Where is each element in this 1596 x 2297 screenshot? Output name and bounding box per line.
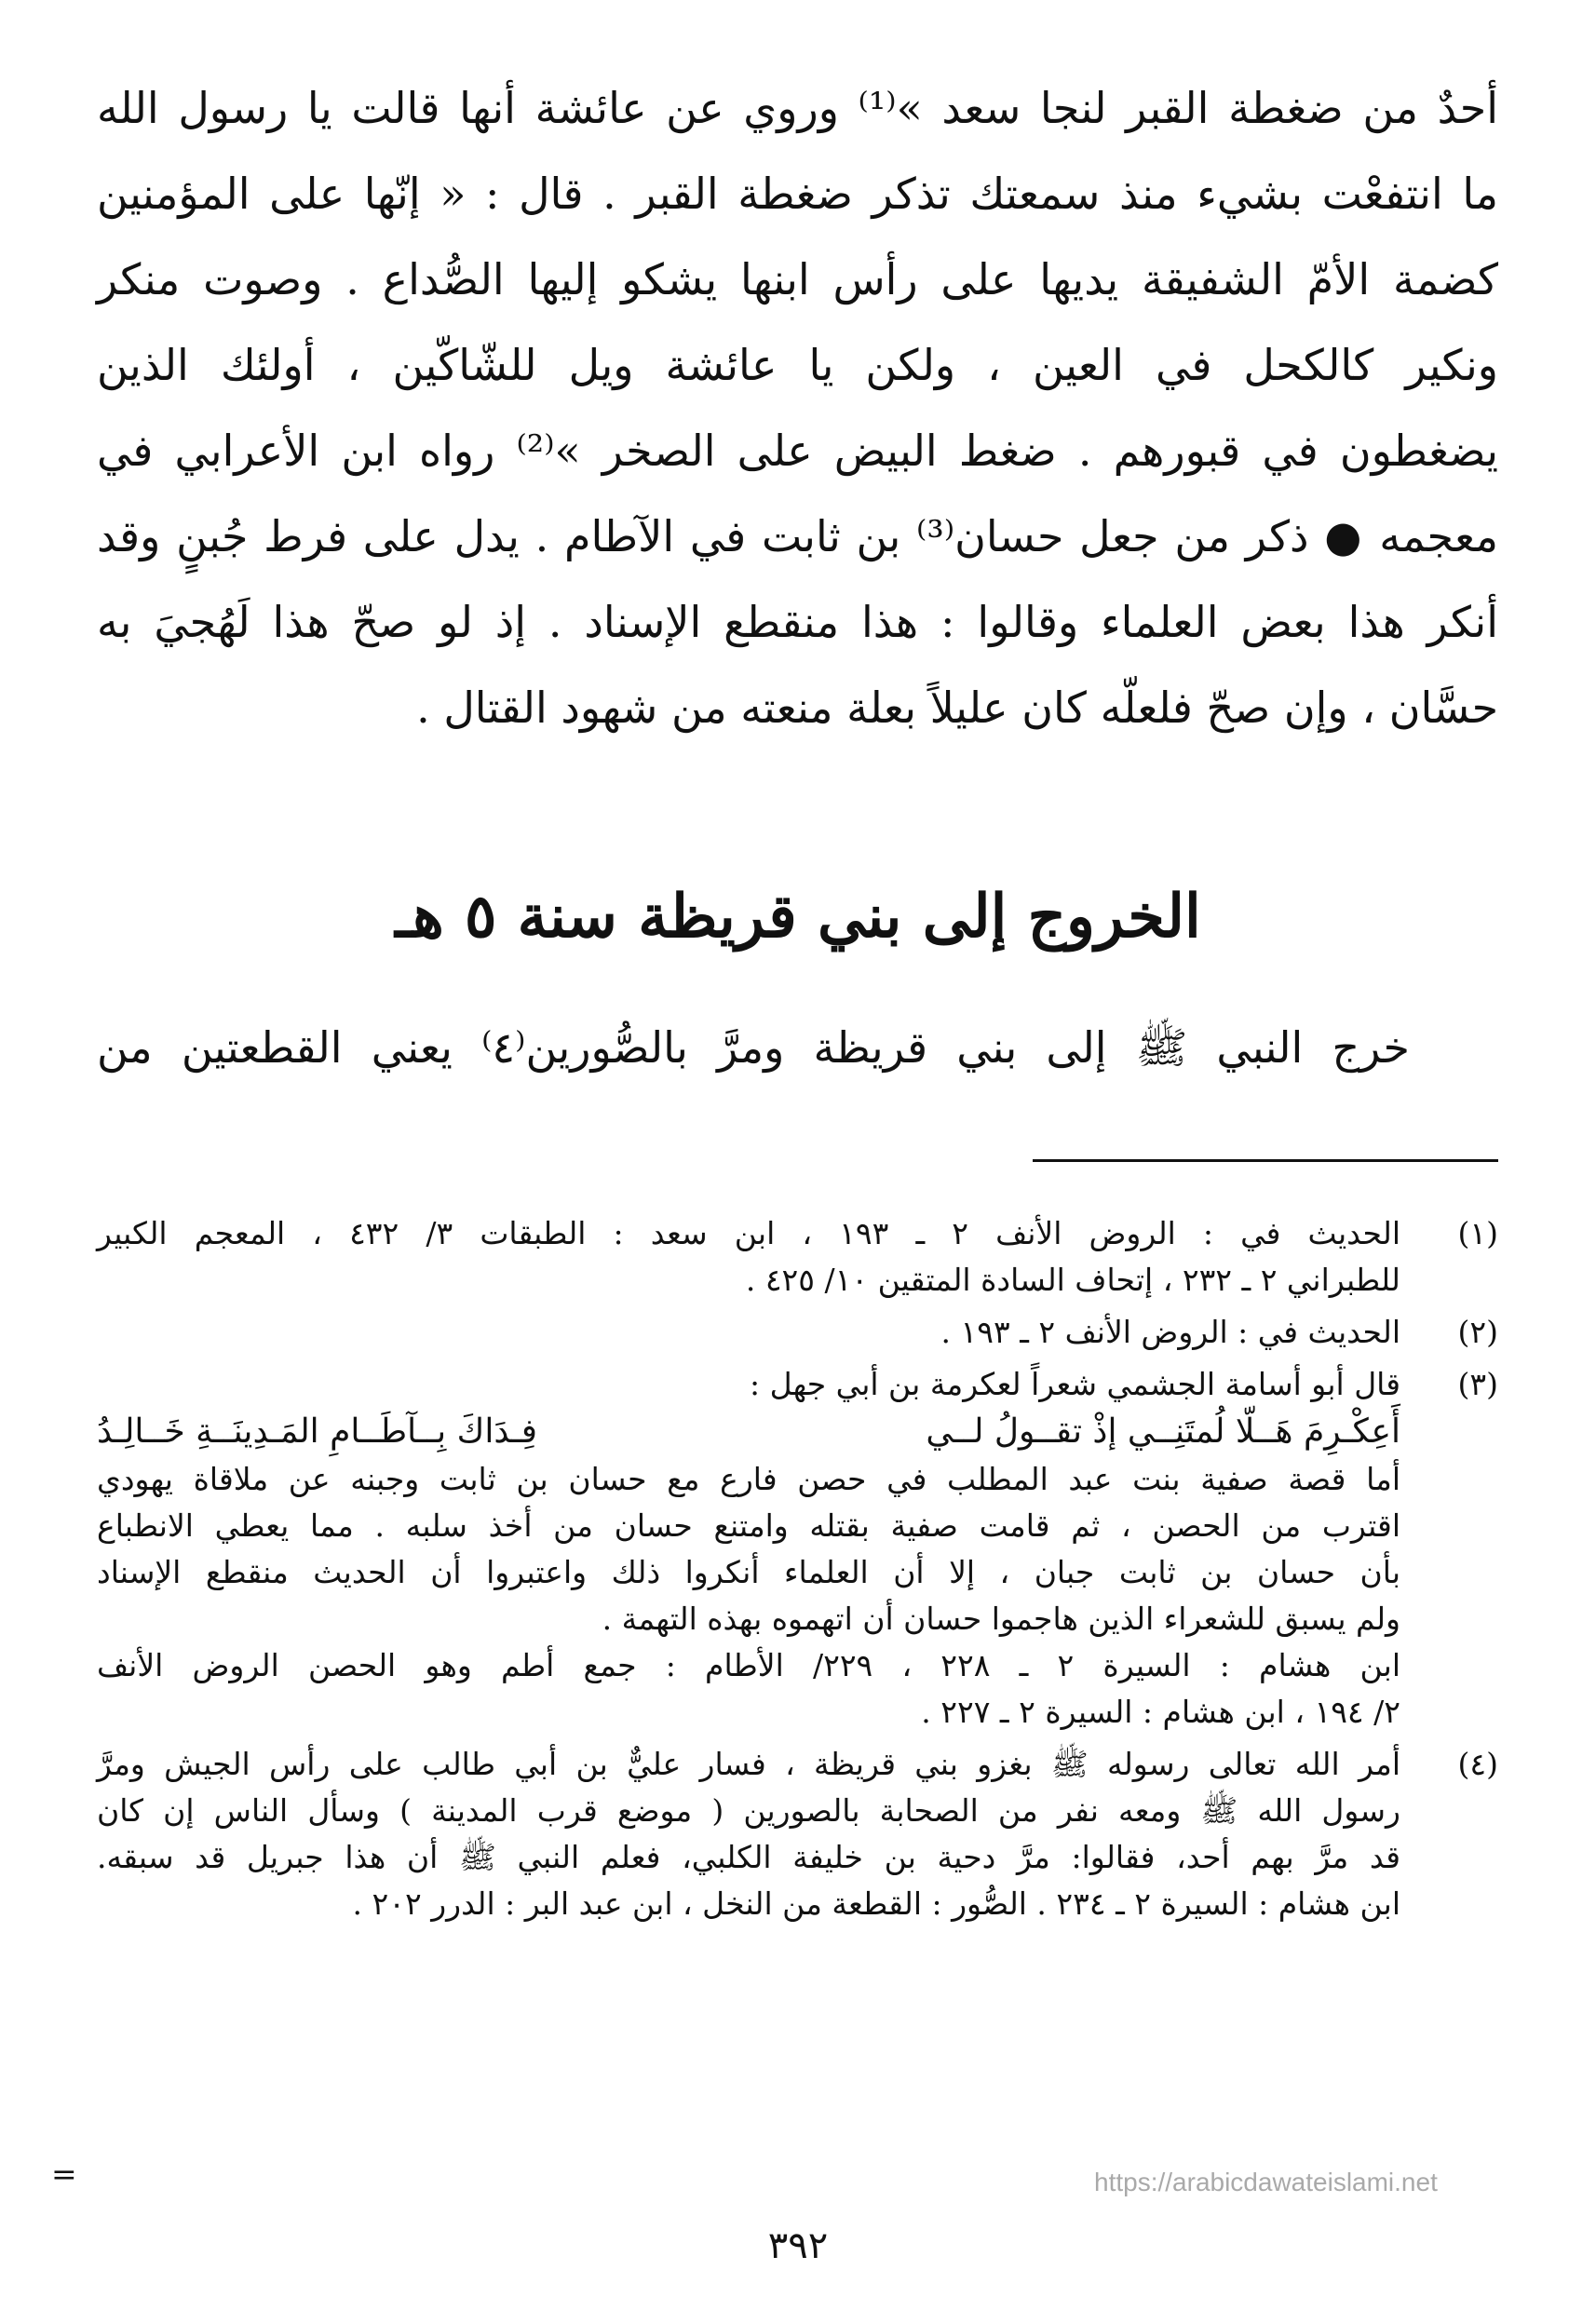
main-text-line: أنكر هذا بعض العلماء وقالوا : هذا منقطع الإسناد . إذ لو صحّ هذا لَهُجيَ به	[97, 597, 1498, 647]
section-heading: الخروج إلى بني قريظة سنة ٥ هـ	[395, 882, 1201, 952]
continuation-mark: =	[51, 2155, 77, 2192]
footnote-line: ولم يسبق للشعراء الذين هاجموا حسان أن اتهموه بهذه التهمة .	[602, 1601, 1400, 1637]
main-text-line: حسَّان ، وإن صحّ فلعلّه كان عليلاً بعلة منعته من شهود القتال .	[416, 682, 1498, 733]
footnote-line: رسول الله ﷺ ومعه نفر من الصحابة بالصورين ( موضع قرب المدينة ) وسأل الناس إن كان	[97, 1792, 1400, 1829]
verse-second-hemistich: فِـدَاكَ بِــآطَــامِ المَـدِينَــةِ خَــالِـدُ	[97, 1412, 537, 1451]
footnote-line: قد مرَّ بهم أحد، فقالوا: مرَّ دحية بن خليفة الكلبي، فعلم النبي ﷺ أن هذا جبريل قد سبقه.	[97, 1839, 1400, 1875]
footnote-4	[97, 1741, 1498, 1927]
footnote-number: (٣)	[1457, 1366, 1498, 1402]
footnote-line: الحديث في : الروض الأنف ٢ ـ ١٩٣ ، ابن سعد : الطبقات ٣/ ٤٣٢ ، المعجم الكبير	[97, 1215, 1400, 1251]
watermark-url: https://arabicdawateislami.net	[1094, 2168, 1438, 2196]
footnote-number: (٤)	[1457, 1746, 1498, 1782]
footnote-divider	[1033, 1159, 1498, 1162]
footnote-number: (١)	[1457, 1215, 1498, 1251]
main-text	[97, 65, 1498, 750]
main-text-line: أحدٌ من ضغطة القبر لنجا سعد »⁽¹⁾ وروي عن عائشة أنها قالت يا رسول الله	[97, 83, 1498, 133]
footnote-line: بأن حسان بن ثابت جبان ، إلا أن العلماء أنكروا ذلك واعتبروا أن الحديث منقطع الإسناد	[97, 1554, 1400, 1590]
main-text-line: كضمة الأمّ الشفيقة يديها على رأس ابنها يشكو إليها الصُّداع . وصوت منكر	[97, 254, 1498, 304]
footnote-3	[97, 1361, 1498, 1736]
footnote-number: (٢)	[1457, 1314, 1498, 1350]
footnote-line: ٢/ ١٩٤ ، ابن هشام : السيرة ٢ ـ ٢٢٧ .	[921, 1694, 1400, 1730]
main-text-line: يضغطون في قبورهم . ضغط البيض على الصخر »⁽²⁾ رواه ابن الأعرابي في	[97, 426, 1499, 476]
footnote-line: الحديث في : الروض الأنف ٢ ـ ١٩٣ .	[940, 1314, 1400, 1350]
footnote-line: أما قصة صفية بنت عبد المطلب في حصن فارع مع حسان بن ثابت وجبنه عن ملاقاة يهودي	[97, 1461, 1400, 1497]
section-intro-line: خرج النبي ﷺ إلى بني قريظة ومرَّ بالصُّورين⁽٤⁾ يعني القطعتين من	[97, 1022, 1410, 1073]
footnote-intro: قال أبو أسامة الجشمي شعراً لعكرمة بن أبي جهل :	[749, 1366, 1400, 1402]
verse-first-hemistich: أَعِكْـرِمَ هَــلّا لُمتَنِــي إذْ تقــولُ لــي	[926, 1412, 1400, 1451]
main-text-line: معجمه ● ذكر من جعل حسان⁽³⁾ بن ثابت في الآطام . يدل على فرط جُبنٍ وقد	[97, 511, 1498, 561]
footnote-line: ابن هشام : السيرة ٢ ـ ٢٣٤ . الصُّور : القطعة من النخل ، ابن عبد البر : الدرر ٢٠٢ .	[352, 1885, 1400, 1922]
poetry-verse	[97, 1408, 1400, 1456]
footnote-line: أمر الله تعالى رسوله ﷺ بغزو بني قريظة ، فسار عليٌّ بن أبي طالب على رأس الجيش ومرَّ	[97, 1746, 1400, 1782]
footnote-line: ابن هشام : السيرة ٢ ـ ٢٢٨ ، ٢٢٩/ الأطام : جمع أطم وهو الحصن الروض الأنف	[97, 1647, 1400, 1683]
footnote-line: للطبراني ٢ ـ ٢٣٢ ، إتحاف السادة المتقين ١٠/ ٤٢٥ .	[745, 1262, 1400, 1298]
page-number: ٣٩٢	[767, 2224, 829, 2267]
footnote-line: اقترب من الحصن ، ثم قامت صفية بقتله وامتنع حسان من أخذ سلبه . مما يعطي الانطباع	[97, 1507, 1400, 1544]
main-text-line: ما انتفعْت بشيء منذ سمعتك تذكر ضغطة القبر . قال : « إنّها على المؤمنين	[97, 169, 1498, 219]
footnotes	[97, 1210, 1498, 1933]
main-text-line: ونكير كالكحل في العين ، ولكن يا عائشة ويل للشّاكّين ، أولئك الذين	[97, 340, 1498, 390]
footnote-1	[97, 1210, 1498, 1304]
footnote-2	[97, 1309, 1498, 1356]
